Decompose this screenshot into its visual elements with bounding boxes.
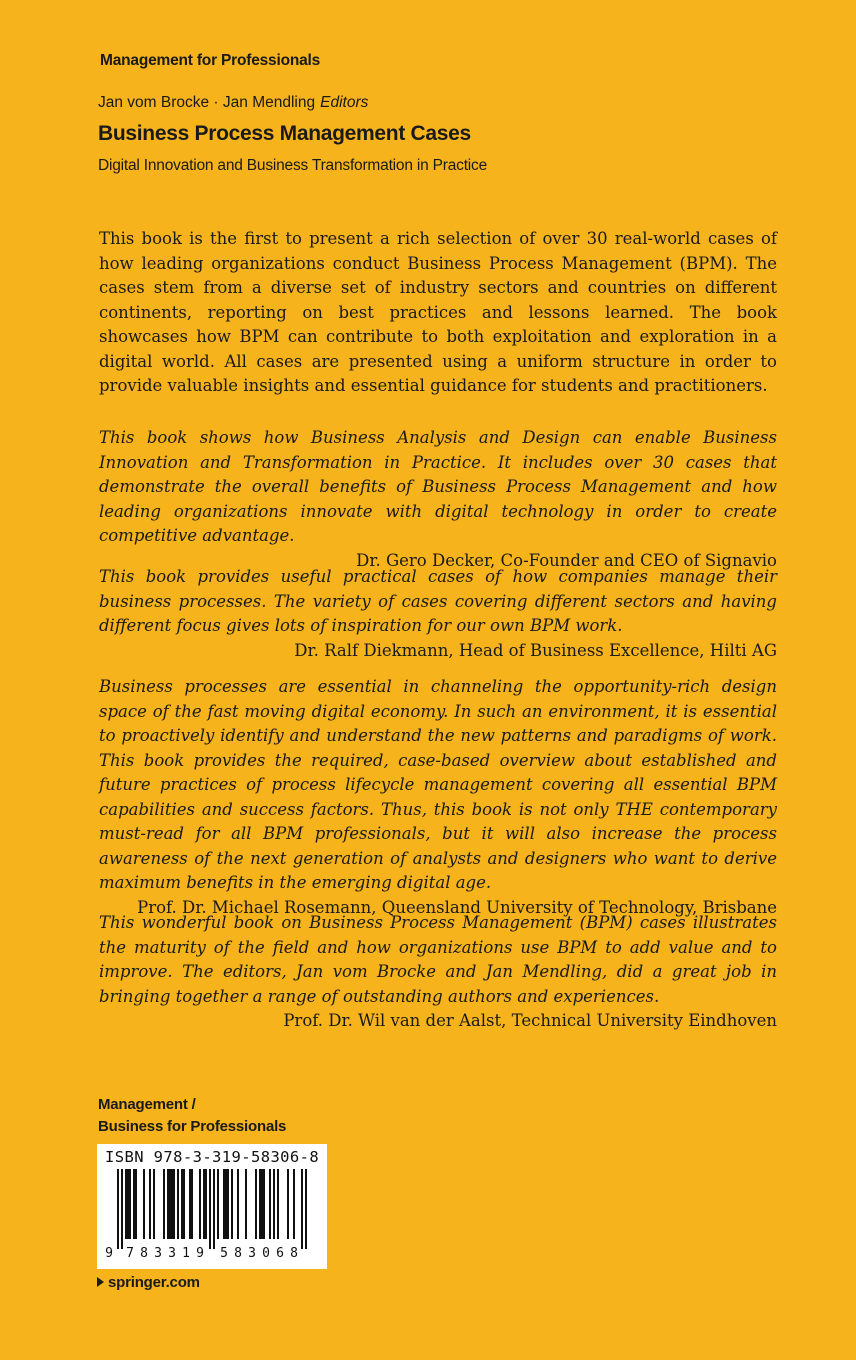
endorsement-text: This wonderful book on Business Process Management (BPM) cases illustrates the maturity of the field and how organizations use BPM to add value and to improve. The editors, Jan vom Brocke and Jan Mendling, did a great job in bringing together a range of outstanding authors and experiences. [99, 913, 777, 1006]
barcode-bar [205, 1169, 207, 1239]
endorsement [99, 911, 777, 1034]
endorsement-attribution: Prof. Dr. Michael Rosemann, Queensland University of Technology, Brisbane [137, 897, 777, 917]
barcode-bar [117, 1169, 119, 1249]
barcode-digit: 6 [276, 1246, 284, 1261]
barcode-bar [125, 1169, 127, 1239]
category-line-1: Management / [98, 1096, 196, 1113]
arrow-right-icon [97, 1277, 104, 1287]
barcode-digit: 1 [182, 1246, 190, 1261]
editors-names: Jan vom Brocke · Jan Mendling [98, 94, 316, 111]
endorsement [99, 565, 777, 663]
website-text: springer.com [108, 1274, 200, 1291]
endorsement [99, 426, 777, 573]
barcode-bar [183, 1169, 185, 1239]
barcode-bar [225, 1169, 227, 1239]
barcode-digit: 8 [140, 1246, 148, 1261]
barcode-bar [255, 1169, 257, 1239]
barcode-bar [149, 1169, 151, 1239]
barcode-bar [263, 1169, 265, 1239]
barcode-digit: 5 [220, 1246, 228, 1261]
barcode-digits [105, 1246, 298, 1261]
barcode-bar [203, 1169, 205, 1239]
endorsement-attribution: Prof. Dr. Wil van der Aalst, Technical University Eindhoven [283, 1011, 777, 1030]
barcode-digit: 0 [262, 1246, 270, 1261]
barcode-bar [261, 1169, 263, 1239]
barcode-bar [305, 1169, 307, 1249]
isbn-label: ISBN 978-3-319-58306-8 [105, 1148, 320, 1166]
barcode-bar [135, 1169, 137, 1239]
barcode-bar [181, 1169, 183, 1239]
barcode-bar [169, 1169, 171, 1239]
barcode-digit: 3 [154, 1246, 162, 1261]
endorsement-text: Business processes are essential in channeling the opportunity-rich design space of the fast moving digital economy. In such an environment, it is essential to proactively identify and understand the new patterns and paradigms of work. This book provides the required, case-based overview about established and future practices of process lifecycle management covering all essential BPM capabilities and success factors. Thus, this book is not only THE contemporary must-read for all BPM professionals, but it will also increase the process awareness of the next generation of analysts and designers who want to derive maximum benefits in the emerging digital age. [99, 677, 777, 892]
barcode-bar [259, 1169, 261, 1239]
category-line-2: Business for Professionals [98, 1118, 287, 1135]
barcode-bar [163, 1169, 165, 1239]
barcode-digit: 9 [105, 1246, 113, 1261]
book-subtitle: Digital Innovation and Business Transformation in Practice [98, 157, 488, 174]
barcode-bar [277, 1169, 279, 1239]
barcode-bar [237, 1169, 239, 1239]
editors-line [98, 94, 368, 112]
barcode-panel [97, 1144, 327, 1269]
barcode-bar [121, 1169, 123, 1249]
barcode-bar [173, 1169, 175, 1239]
endorsement-text: This book shows how Business Analysis and Design can enable Business Innovation and Transformation in Practice. It includes over 30 cases that demonstrate the overall benefits of Business Process Management and how leading organizations innovate with digital technology in order to create competitive advantage. [99, 428, 777, 545]
book-title: Business Process Management Cases [98, 122, 471, 145]
endorsement-text: This book provides useful practical cases of how companies manage their business processes. The variety of cases covering different sectors and having different focus gives lots of inspiration for our own BPM work. [99, 567, 777, 635]
barcode-bar [301, 1169, 303, 1249]
barcode-digit: 8 [234, 1246, 242, 1261]
barcode-bar [167, 1169, 169, 1239]
barcode-bar [269, 1169, 271, 1239]
barcode-bar [213, 1169, 215, 1249]
endorsement [99, 675, 777, 920]
barcode-bar [245, 1169, 247, 1239]
endorsement-attribution: Dr. Gero Decker, Co-Founder and CEO of Signavio [356, 550, 777, 570]
barcode-digit: 3 [248, 1246, 256, 1261]
barcode-bar [127, 1169, 129, 1239]
barcode-digit: 9 [196, 1246, 204, 1261]
barcode-bar [287, 1169, 289, 1239]
barcode-bar [293, 1169, 295, 1239]
endorsement-attribution: Dr. Ralf Diekmann, Head of Business Excellence, Hilti AG [294, 640, 777, 660]
barcode-bar [143, 1169, 145, 1239]
barcode-bars [117, 1169, 307, 1249]
barcode-digit: 3 [168, 1246, 176, 1261]
book-description: This book is the first to present a rich selection of over 30 real-world cases of how leading organizations conduct Business Process Management (BPM). The cases stem from a diverse set of industry sectors and countries on different continents, reporting on best practices and lessons learned. The book showcases how BPM can contribute to both exploitation and exploration in a digital world. All cases are presented using a uniform structure in order to provide valuable insights and essential guidance for students and practitioners. [99, 229, 777, 395]
barcode-bar [153, 1169, 155, 1239]
barcode-bar [171, 1169, 173, 1239]
barcode-bar [177, 1169, 179, 1239]
barcode-bar [129, 1169, 131, 1239]
barcode-graphic [101, 1169, 323, 1265]
barcode-bar [189, 1169, 191, 1239]
barcode-bar [191, 1169, 193, 1239]
barcode-bar [223, 1169, 225, 1239]
barcode-digit: 8 [290, 1246, 298, 1261]
series-title: Management for Professionals [100, 52, 321, 69]
barcode-bar [273, 1169, 275, 1239]
barcode-digit: 7 [126, 1246, 134, 1261]
barcode-bar [133, 1169, 135, 1239]
barcode-bar [231, 1169, 233, 1239]
barcode-bar [209, 1169, 211, 1249]
editors-role: Editors [320, 94, 369, 111]
barcode-bar [227, 1169, 229, 1239]
barcode-bar [217, 1169, 219, 1239]
subject-category [98, 1094, 286, 1138]
barcode-bar [199, 1169, 201, 1239]
publisher-website[interactable] [97, 1274, 200, 1291]
